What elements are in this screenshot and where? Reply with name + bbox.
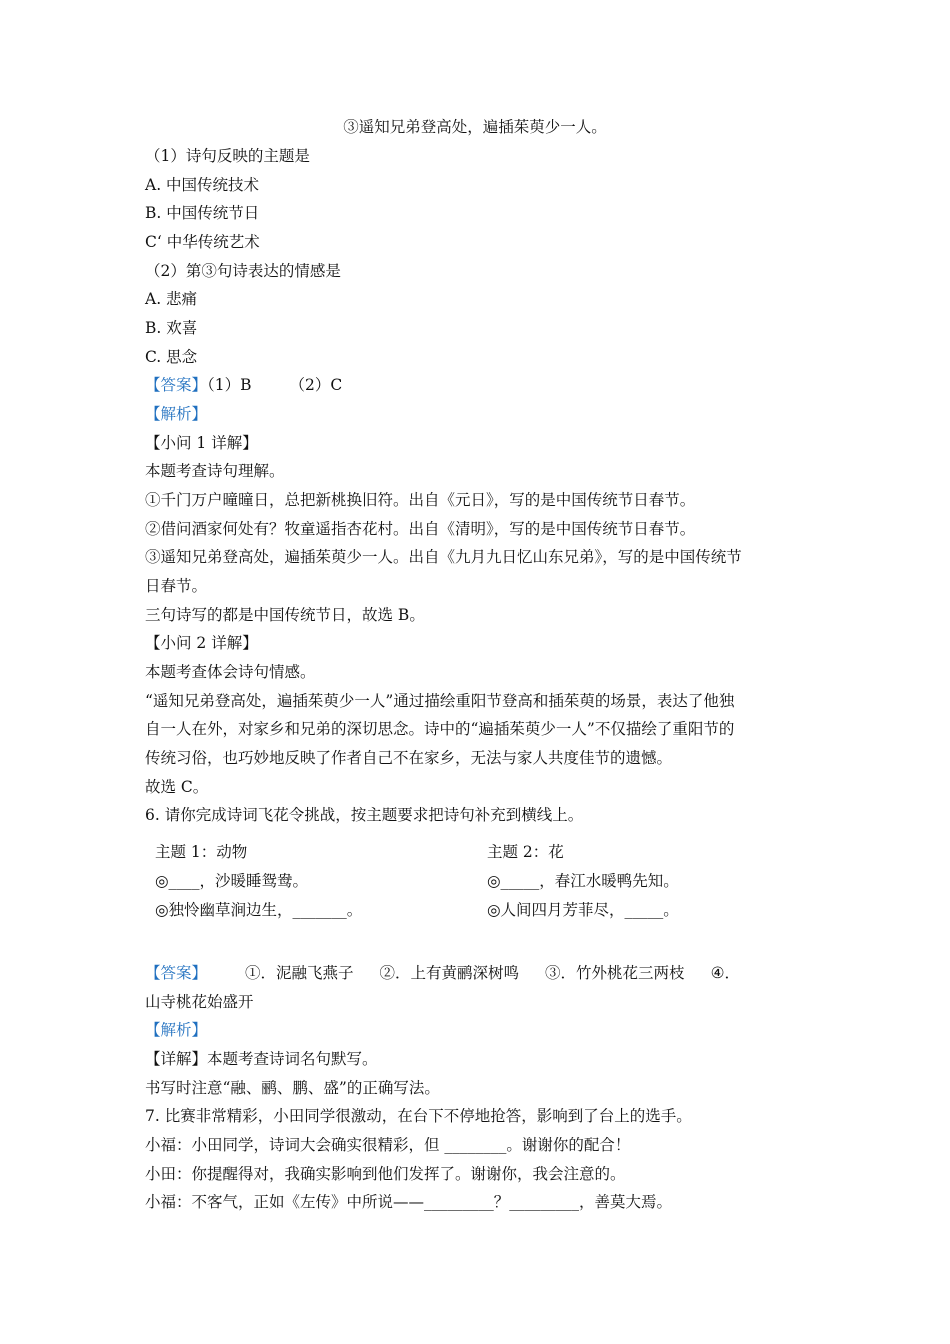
answer-item-1: ①．泥融飞燕子 bbox=[245, 964, 354, 982]
answer-tag: 【答案】 bbox=[145, 964, 208, 982]
text-line: 传统习俗，也巧妙地反映了作者自己不在家乡，无法与家人共度佳节的遗憾。 bbox=[145, 749, 673, 767]
theme-1-line-a: ◎____，沙暖睡鸳鸯。 bbox=[155, 872, 309, 890]
text-line: ②借问酒家何处有？牧童遥指杏花村。出自《清明》，写的是中国传统节日春节。 bbox=[145, 520, 696, 538]
sub-question-heading: 【小问 2 详解】 bbox=[145, 634, 258, 652]
theme-1-line-b: ◎独怜幽草涧边生，_______。 bbox=[155, 901, 363, 919]
text-line: “遥知兄弟登高处，遍插茱萸少一人”通过描绘重阳节登高和插茱萸的场景，表达了他独 bbox=[145, 692, 735, 710]
text-line: 自一人在外，对家乡和兄弟的深切思念。诗中的“遍插茱萸少一人”不仅描绘了重阳节的 bbox=[145, 720, 735, 738]
text-line: 三句诗写的都是中国传统节日，故选 B。 bbox=[145, 606, 425, 624]
question-2: （2）第③句诗表达的情感是 bbox=[145, 262, 341, 280]
dialogue-line: 小福：小田同学，诗词大会确实很精彩，但 ________。谢谢你的配合！ bbox=[145, 1136, 631, 1154]
option-c: C. 思念 bbox=[145, 348, 198, 366]
theme-2-title: 主题 2：花 bbox=[487, 843, 564, 861]
option-b: B. 欢喜 bbox=[145, 319, 198, 337]
text-line: 书写时注意“融、鹂、鹏、盛”的正确写法。 bbox=[145, 1079, 440, 1097]
analysis-tag: 【解析】 bbox=[145, 1021, 208, 1039]
analysis-tag: 【解析】 bbox=[145, 405, 208, 423]
answer-item-3: ③．竹外桃花三两枝 bbox=[545, 964, 685, 982]
sub-question-heading: 【小问 1 详解】 bbox=[145, 434, 258, 452]
text-line: 本题考查体会诗句情感。 bbox=[145, 663, 316, 681]
theme-2-line-b: ◎人间四月芳菲尽，_____。 bbox=[487, 901, 679, 919]
answer-part-1: （1）B bbox=[207, 376, 252, 394]
answer-item-2: ②．上有黄鹂深树鸣 bbox=[379, 964, 520, 982]
answer-tag: 【答案】 bbox=[145, 376, 208, 394]
answer-item-4: ④． bbox=[710, 964, 740, 982]
text-line: 【详解】本题考查诗词名句默写。 bbox=[145, 1050, 378, 1068]
option-b: B. 中国传统节日 bbox=[145, 204, 260, 222]
question-6: 6. 请你完成诗词飞花令挑战，按主题要求把诗句补充到横线上。 bbox=[145, 806, 584, 824]
text-line: 山寺桃花始盛开 bbox=[145, 993, 254, 1011]
answer-line bbox=[145, 963, 740, 983]
answer-line bbox=[145, 375, 342, 395]
theme-1-title: 主题 1：动物 bbox=[155, 843, 248, 861]
option-a: A. 悲痛 bbox=[145, 290, 198, 308]
theme-2-line-a: ◎_____，春江水暖鸭先知。 bbox=[487, 872, 679, 890]
text-line: 本题考查诗句理解。 bbox=[145, 462, 285, 480]
question-7: 7. 比赛非常精彩，小田同学很激动，在台下不停地抢答，影响到了台上的选手。 bbox=[145, 1107, 692, 1125]
option-c: C‘ 中华传统艺术 bbox=[145, 233, 260, 251]
question-1: （1）诗句反映的主题是 bbox=[145, 147, 310, 165]
text-line: ①千门万户曈曈日，总把新桃换旧符。出自《元日》，写的是中国传统节日春节。 bbox=[145, 491, 696, 509]
dialogue-line: 小福：不客气，正如《左传》中所说——_________？_________，善莫大焉。 bbox=[145, 1193, 673, 1211]
dialogue-line: 小田：你提醒得对，我确实影响到他们发挥了。谢谢你，我会注意的。 bbox=[145, 1165, 626, 1183]
text-line: ③遥知兄弟登高处，遍插茱萸少一人。出自《九月九日忆山东兄弟》，写的是中国传统节 bbox=[145, 548, 742, 566]
text-line: 故选 C。 bbox=[145, 778, 209, 796]
text-line: 日春节。 bbox=[145, 577, 208, 595]
poem-line-3: ③遥知兄弟登高处，遍插茱萸少一人。 bbox=[343, 118, 607, 136]
answer-part-2: （2）C bbox=[289, 376, 343, 394]
option-a: A. 中国传统技术 bbox=[145, 176, 260, 194]
